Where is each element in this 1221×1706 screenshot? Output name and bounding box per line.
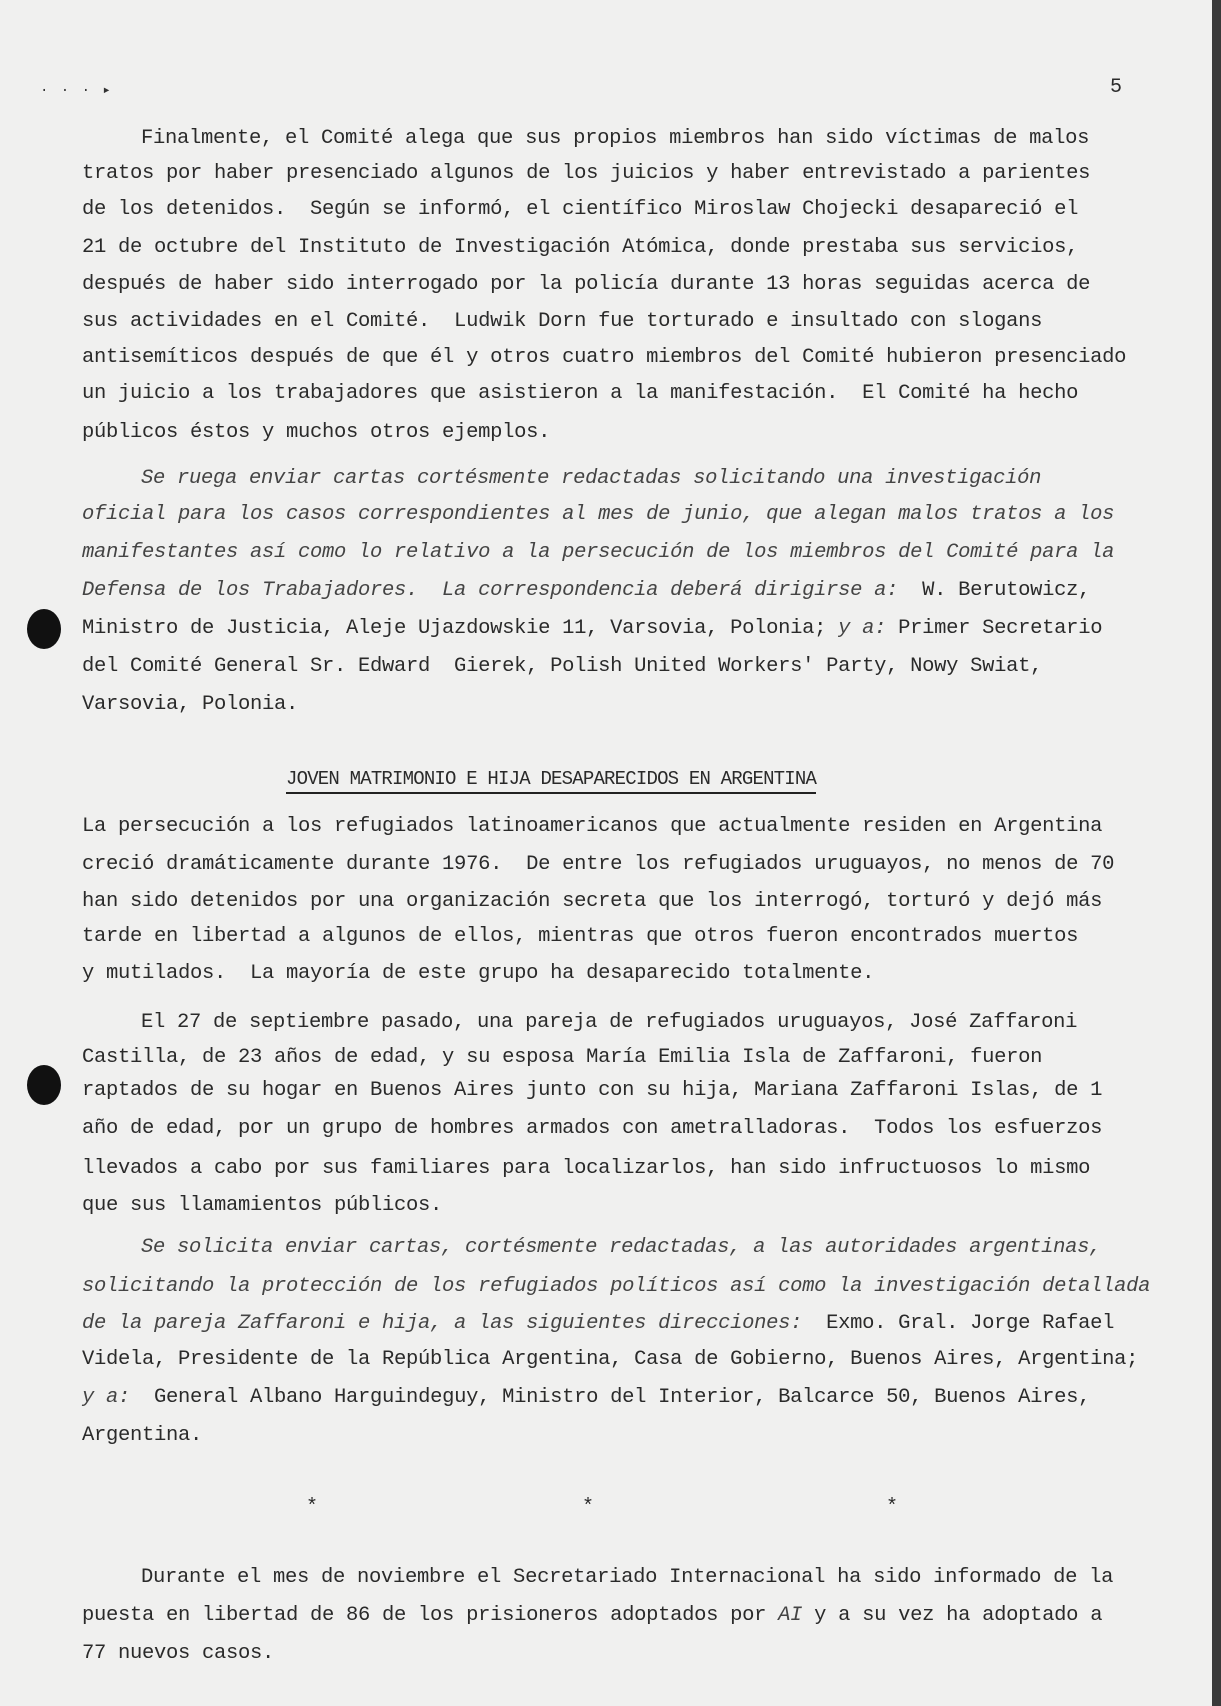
italic-text: de la pareja Zaffaroni e hija, a las siguientes direcciones: — [82, 1312, 803, 1335]
text-span: 77 nuevos casos. — [82, 1642, 275, 1665]
text-line — [82, 1642, 274, 1666]
text-span: y mutilados. La mayoría de este grupo ha desaparecido totalmente. — [82, 962, 875, 985]
text-span: El 27 de septiembre pasado, una pareja de refugiados uruguayos, José Zaffaroni — [141, 1011, 1078, 1034]
text-line — [82, 1157, 1090, 1181]
separator-asterisk: * — [306, 1496, 319, 1519]
italic-text: manifestantes así como lo relativo a la persecución de los miembros del Comité para la — [82, 541, 1115, 564]
text-span: Argentina. — [82, 1424, 203, 1447]
text-line — [82, 815, 1102, 839]
text-line — [82, 503, 1114, 527]
text-line — [82, 925, 1078, 949]
italic-text: y a: — [838, 617, 887, 640]
text-span: del Comité General Sr. Edward Gierek, Polish United Workers' Party, Nowy Swiat, — [82, 655, 1043, 678]
text-span: creció dramáticamente durante 1976. De entre los refugiados uruguayos, no menos de 70 — [82, 853, 1115, 876]
italic-text: Se ruega enviar cartas cortésmente redactadas solicitando una investigación — [141, 467, 1042, 490]
text-span: y a su vez ha adoptado a — [802, 1604, 1103, 1627]
text-line — [82, 1275, 1150, 1299]
page-number: 5 — [1110, 76, 1123, 99]
separator-asterisk: * — [886, 1496, 899, 1519]
text-span: que sus llamamientos públicos. — [82, 1194, 443, 1217]
text-line — [141, 1236, 1101, 1260]
text-line — [82, 617, 1102, 641]
text-line — [82, 273, 1090, 297]
italic-text: y a: — [82, 1386, 131, 1409]
text-line — [82, 1117, 1102, 1141]
text-line — [82, 655, 1042, 679]
text-span: han sido detenidos por una organización secreta que los interrogó, torturó y dejó más — [82, 890, 1103, 913]
text-line — [82, 579, 1090, 603]
punch-hole — [27, 1065, 61, 1105]
text-line — [141, 127, 1089, 151]
separator-asterisk: * — [582, 1496, 595, 1519]
text-span: Videla, Presidente de la República Argentina, Casa de Gobierno, Buenos Aires, Argentina; — [82, 1348, 1139, 1371]
text-line — [141, 1566, 1113, 1590]
text-span: La persecución a los refugiados latinoamericanos que actualmente residen en Argentina — [82, 815, 1103, 838]
text-line — [82, 310, 1042, 334]
text-line — [82, 421, 550, 445]
text-line — [82, 853, 1114, 877]
text-line — [82, 1348, 1138, 1372]
text-line — [82, 1194, 442, 1218]
italic-text: Se solicita enviar cartas, cortésmente redactadas, a las autoridades argentinas, — [141, 1236, 1102, 1259]
text-span: año de edad, por un grupo de hombres armados con ametralladoras. Todos los esfuerzos — [82, 1117, 1103, 1140]
text-span: Varsovia, Polonia. — [82, 693, 299, 716]
text-span: Durante el mes de noviembre el Secretariado Internacional ha sido informado de la — [141, 1566, 1114, 1589]
text-span: tratos por haber presenciado algunos de los juicios y haber entrevistado a parientes — [82, 162, 1091, 185]
italic-text: AI — [778, 1604, 803, 1627]
text-line — [82, 541, 1114, 565]
text-span: Castilla, de 23 años de edad, y su esposa María Emilia Isla de Zaffaroni, fueron — [82, 1046, 1043, 1069]
italic-text: oficial para los casos correspondientes al mes de junio, que alegan malos tratos a los — [82, 503, 1115, 526]
text-span: un juicio a los trabajadores que asistieron a la manifestación. El Comité ha hecho — [82, 382, 1079, 405]
text-line — [82, 346, 1126, 370]
text-span: Finalmente, el Comité alega que sus propios miembros han sido víctimas de malos — [141, 127, 1090, 150]
italic-text: Defensa de los Trabajadores. La correspondencia deberá dirigirse a: — [82, 579, 899, 602]
text-line — [82, 236, 1078, 260]
text-line — [82, 1386, 1090, 1410]
text-span: de los detenidos. Según se informó, el científico Miroslaw Chojecki desapareció el — [82, 198, 1079, 221]
italic-text: solicitando la protección de los refugiados políticos así como la investigación detallada — [82, 1275, 1151, 1298]
text-line — [82, 1424, 202, 1448]
text-span: tarde en libertad a algunos de ellos, mientras que otros fueron encontrados muertos — [82, 925, 1079, 948]
text-line — [82, 1312, 1114, 1336]
section-heading: JOVEN MATRIMONIO E HIJA DESAPARECIDOS EN ARGENTINA — [286, 768, 816, 794]
scan-edge — [1212, 0, 1221, 1706]
text-line — [141, 1011, 1077, 1035]
punch-hole — [27, 609, 61, 649]
text-line — [82, 693, 298, 717]
text-span: Ministro de Justicia, Aleje Ujazdowskie 11, Varsovia, Polonia; — [82, 617, 839, 640]
text-span: Primer Secretario — [886, 617, 1103, 640]
text-span: 21 de octubre del Instituto de Investigación Atómica, donde prestaba sus servicios, — [82, 236, 1079, 259]
text-span: W. Berutowicz, — [898, 579, 1091, 602]
text-line — [141, 467, 1041, 491]
text-line — [82, 962, 874, 986]
text-line — [82, 162, 1090, 186]
text-span: puesta en libertad de 86 de los prisioneros adoptados por — [82, 1604, 779, 1627]
corner-marks: · · · ▸ — [40, 83, 113, 99]
text-line — [82, 890, 1102, 914]
text-span: Exmo. Gral. Jorge Rafael — [802, 1312, 1115, 1335]
text-span: después de haber sido interrogado por la policía durante 13 horas seguidas acerca de — [82, 273, 1091, 296]
text-line — [82, 382, 1078, 406]
text-span: raptados de su hogar en Buenos Aires junto con su hija, Mariana Zaffaroni Islas, de 1 — [82, 1079, 1103, 1102]
text-span: sus actividades en el Comité. Ludwik Dorn fue torturado e insultado con slogans — [82, 310, 1043, 333]
text-line — [82, 1604, 1102, 1628]
text-line — [82, 198, 1078, 222]
text-line — [82, 1046, 1042, 1070]
text-span: General Albano Harguindeguy, Ministro del Interior, Balcarce 50, Buenos Aires, — [130, 1386, 1091, 1409]
text-span: antisemíticos después de que él y otros cuatro miembros del Comité hubieron presenciado — [82, 346, 1127, 369]
text-span: públicos éstos y muchos otros ejemplos. — [82, 421, 551, 444]
text-line — [82, 1079, 1102, 1103]
text-span: llevados a cabo por sus familiares para localizarlos, han sido infructuosos lo mismo — [82, 1157, 1091, 1180]
